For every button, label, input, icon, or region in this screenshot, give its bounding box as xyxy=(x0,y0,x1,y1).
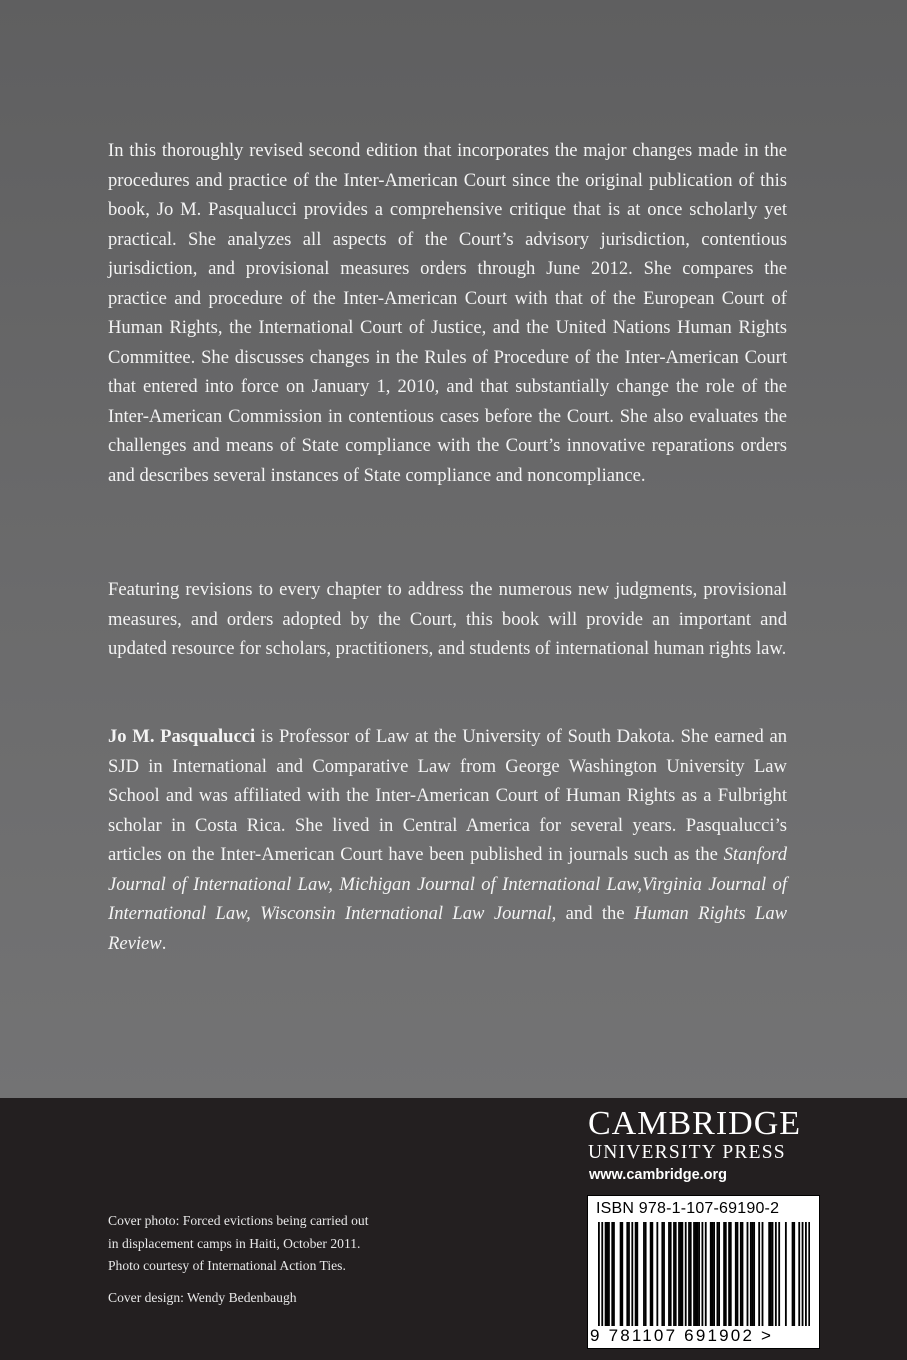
barcode-bar xyxy=(717,1222,719,1326)
barcode-bar xyxy=(798,1222,800,1326)
barcode-bar xyxy=(740,1222,742,1326)
barcode-bar xyxy=(693,1222,695,1326)
barcode-bar xyxy=(768,1222,770,1326)
barcode-bar xyxy=(778,1222,780,1326)
author-name: Jo M. Pasqualucci xyxy=(108,726,256,747)
barcode-bar xyxy=(705,1222,707,1326)
barcode-bar xyxy=(663,1222,665,1326)
barcode-bar xyxy=(690,1222,692,1326)
bio-journal-2: Human Rights Law Review xyxy=(108,903,788,954)
barcode-bar xyxy=(737,1222,739,1326)
publisher-website: www.cambridge.org xyxy=(589,1167,728,1183)
barcode-bar xyxy=(696,1222,698,1326)
barcode-bar xyxy=(645,1222,647,1326)
barcode-bar xyxy=(713,1222,715,1326)
barcode-bar xyxy=(735,1222,737,1326)
bio-text-1: is Professor of Law at the University of South Dakota. She earned an SJD in International and Comparative Law from George Washington University Law School and was affiliated with the Inter-American Court of Human Rights as a Fulbright scholar in Costa Rica. She lived in Central America for several years. Pasqualucci’s articles on the Inter-American Court have been published in journals such as the xyxy=(108,726,788,865)
barcode-bar xyxy=(698,1222,700,1326)
barcode-bar xyxy=(775,1222,777,1326)
barcode-bar xyxy=(688,1222,690,1326)
barcode-bar xyxy=(620,1222,622,1326)
photo-credit-line-3: Photo courtesy of International Action Ties. xyxy=(108,1258,346,1273)
barcode-bar xyxy=(747,1222,749,1326)
barcode-bar xyxy=(802,1222,804,1326)
barcode-bar xyxy=(605,1222,607,1326)
bio-journals-1: Stanford Journal of International Law, Michigan Journal of International Law,Virginia Journal of International Law, Wisconsin International Law Journal xyxy=(108,844,787,924)
photo-credit-line-2: in displacement camps in Haiti, October 2011. xyxy=(108,1235,361,1251)
barcode-bar xyxy=(758,1222,760,1326)
barcode-bar xyxy=(675,1222,677,1326)
barcode-bar xyxy=(752,1222,754,1326)
barcode-bar xyxy=(656,1222,658,1326)
barcode-bar xyxy=(723,1222,725,1326)
barcode-bar xyxy=(606,1222,608,1326)
barcode-bar xyxy=(678,1222,680,1326)
barcode-bar xyxy=(621,1222,623,1326)
barcode-bar xyxy=(753,1222,755,1326)
barcode-bar xyxy=(680,1222,682,1326)
isbn-barcode xyxy=(587,1195,820,1349)
barcode-bars xyxy=(598,1222,810,1326)
description-paragraph-2 xyxy=(108,575,787,664)
photo-credit-line-1: Cover photo: Forced evictions being carried out xyxy=(108,1213,369,1228)
barcode-bar xyxy=(661,1222,663,1326)
barcode-bar xyxy=(636,1222,638,1326)
bio-text-2: , and the xyxy=(551,903,634,924)
barcode-bar xyxy=(762,1222,764,1326)
barcode-bar xyxy=(725,1222,727,1326)
barcode-bar xyxy=(793,1222,795,1326)
barcode-bar xyxy=(598,1222,600,1326)
cover-credits xyxy=(108,1210,368,1309)
barcode-bar xyxy=(628,1222,630,1326)
barcode-bar xyxy=(681,1222,683,1326)
barcode-bar xyxy=(631,1222,633,1326)
barcode-bar xyxy=(770,1222,772,1326)
barcode-bar xyxy=(626,1222,628,1326)
description-paragraph-1 xyxy=(108,136,787,490)
barcode-digits: 9 781107 691902 > xyxy=(590,1326,774,1345)
description-text-1: In this thoroughly revised second edition that incorporates the major changes made in the procedures and practice of the Inter-American Court since the original publication of this book, Jo M. Pasqualucci provides a comprehensive critique that is at once scholarly yet practical. She analyzes all aspects of the Court’s advisory jurisdiction, contentious jurisdiction, and provisional measures orders through June 2012. She compares the practice and procedure of the Inter-American Court with that of the European Court of Human Rights, the International Court of Justice, and the United Nations Human Rights Committee. She discusses changes in the Rules of Procedure of the Inter-American Court that entered into force on January 1, 2010, and that substantially change the role of the Inter-American Commission in contentious cases before the Court. She also evaluates the challenges and means of State compliance with the Court’s innovative reparations orders and describes several instances of State compliance and noncompliance. xyxy=(108,140,787,486)
design-credit: Cover design: Wendy Bedenbaugh xyxy=(108,1289,297,1305)
barcode-bar xyxy=(750,1222,752,1326)
publisher-subname: UNIVERSITY PRESS xyxy=(588,1142,786,1163)
barcode-bar xyxy=(710,1222,712,1326)
barcode-bar xyxy=(695,1222,697,1326)
barcode-bar xyxy=(613,1222,615,1326)
barcode-bar xyxy=(772,1222,774,1326)
barcode-bar xyxy=(643,1222,645,1326)
barcode-bar xyxy=(730,1222,732,1326)
barcode-bar xyxy=(718,1222,720,1326)
barcode-bar xyxy=(635,1222,637,1326)
author-bio xyxy=(108,722,787,958)
barcode-bar xyxy=(650,1222,652,1326)
barcode-bar xyxy=(712,1222,714,1326)
barcode-bar xyxy=(608,1222,610,1326)
barcode-bar xyxy=(673,1222,675,1326)
description-text-2: Featuring revisions to every chapter to address the numerous new judgments, provisional measures, and orders adopted by the Court, this book will provide an important and updated resource for scholars, practitioners, and students of international human rights law. xyxy=(108,579,787,659)
barcode-bar xyxy=(808,1222,810,1326)
isbn-label: ISBN 978-1-107-69190-2 xyxy=(596,1200,780,1217)
barcode-bar xyxy=(668,1222,670,1326)
barcode-bar xyxy=(702,1222,704,1326)
barcode-bar xyxy=(742,1222,744,1326)
barcode-bar xyxy=(611,1222,613,1326)
barcode-bar xyxy=(785,1222,787,1326)
barcode-bar xyxy=(601,1222,603,1326)
barcode-bar xyxy=(651,1222,653,1326)
barcode-bar xyxy=(670,1222,672,1326)
barcode-bar xyxy=(792,1222,794,1326)
publisher-logo: CAMBRIDGE xyxy=(588,1105,802,1142)
barcode-bar xyxy=(728,1222,730,1326)
barcode-bar xyxy=(805,1222,807,1326)
barcode-bar xyxy=(685,1222,687,1326)
bio-text-3: . xyxy=(161,932,167,954)
